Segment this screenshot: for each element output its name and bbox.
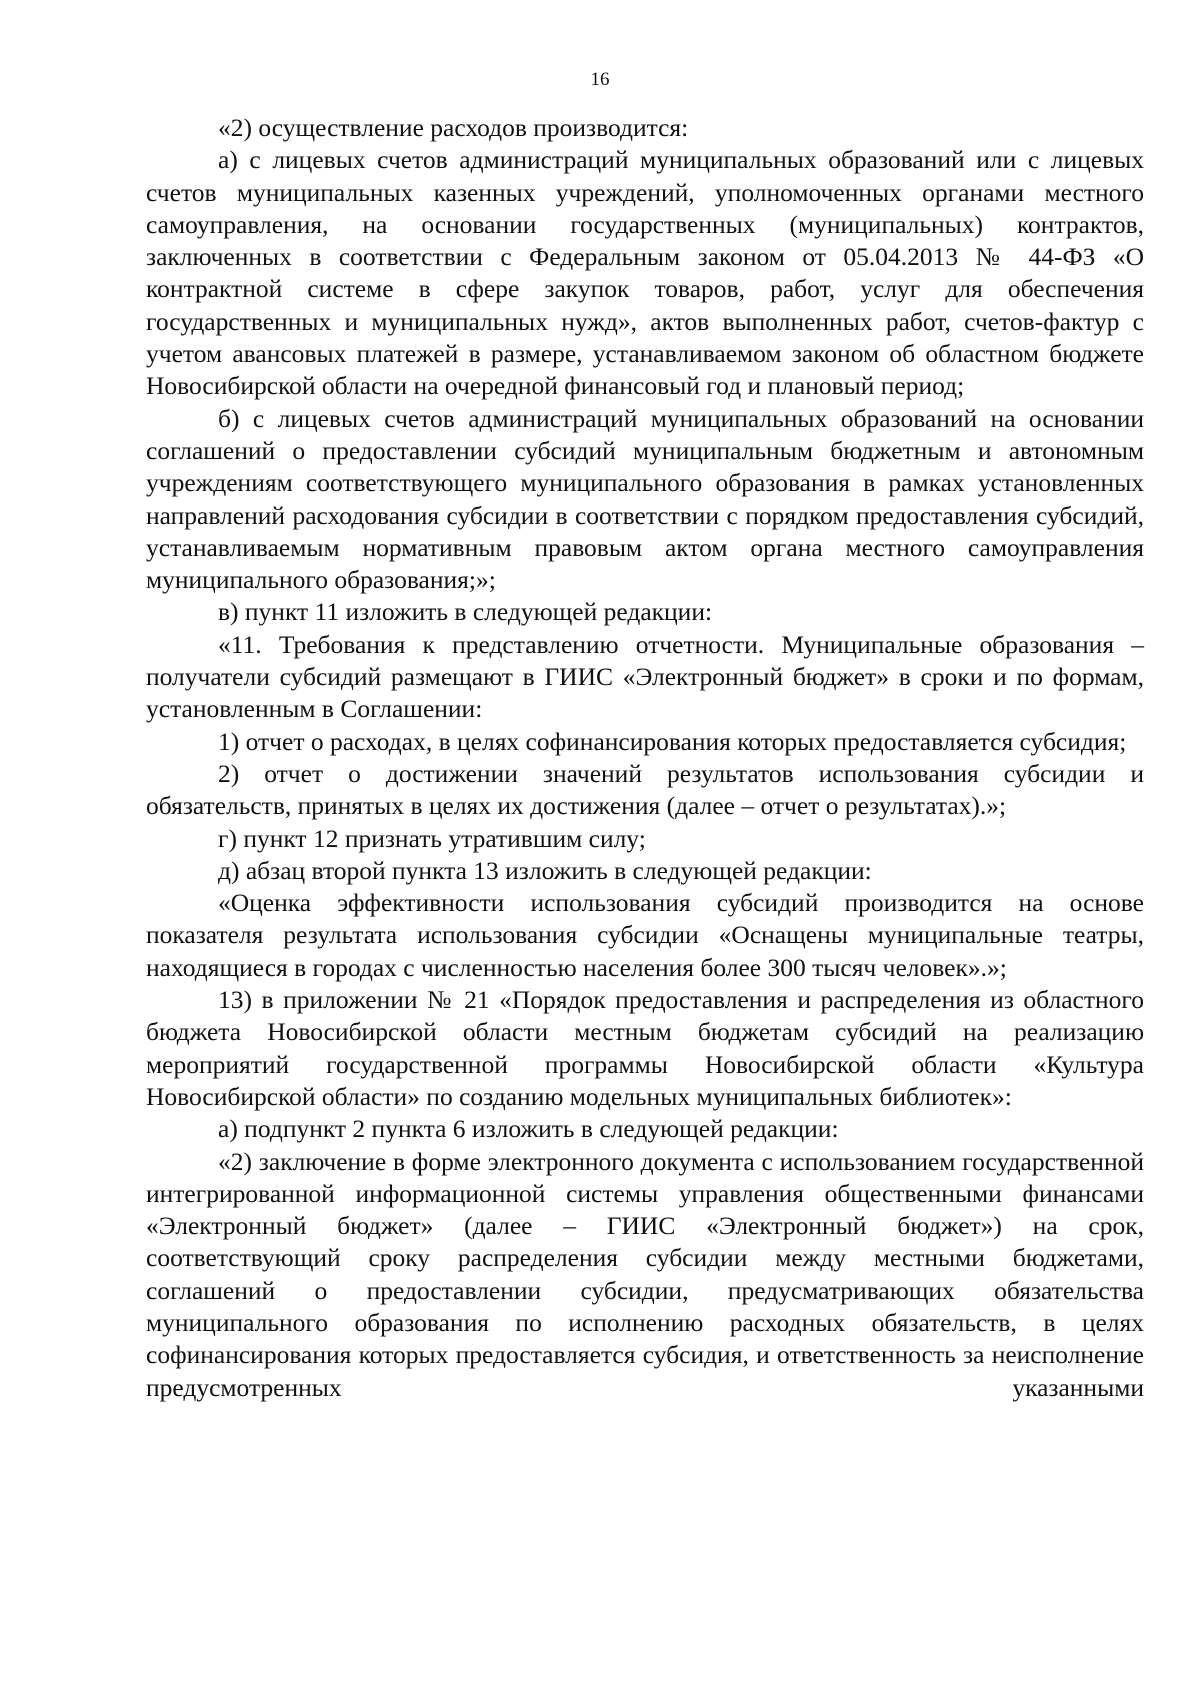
document-body [146,112,1144,1404]
paragraph-item-v-point-11: в) пункт 11 изложить в следующей редакции: [218,597,713,627]
paragraph-subpoint-2-point-6: а) подпункт 2 пункта 6 изложить в следующей редакции: [218,1114,839,1144]
paragraph-item-g-point-12: г) пункт 12 признать утратившим силу; [218,823,646,853]
paragraph-report-results: 2) отчет о достижении значений результатов использования субсидии и обязательств, принятых в целях их достижения (далее – отчет о результатах).»; [146,758,1144,821]
paragraph-item-b-accounts: б) с лицевых счетов администраций муниципальных образований на основании соглашений о предоставлении субсидий муниципальным бюджетным и автономным учреждениям соответствующего муниципального образования в рамках установленных направлений расходования субсидии в соответствии с порядком предоставления субсидий, устанавливаемым нормативным правовым актом органа местного самоуправления муниципального образования;»; [146,403,1144,595]
page-number: 16 [590,69,610,90]
paragraph-item-a-accounts: а) с лицевых счетов администраций муниципальных образований или с лицевых счетов муниципальных казенных учреждений, уполномоченных органами местного самоуправления, на основании государственных (муниципальных) контрактов, заключенных в соответствии с Федеральным законом от 05.04.2013 № 44-ФЗ «О контрактной системе в сфере закупок товаров, работ, услуг для обеспечения государственных и муниципальных нужд», актов выполненных работ, счетов-фактур с учетом авансовых платежей в размере, устанавливаемом законом об областном бюджете Новосибирской области на очередной финансовый год и плановый период; [146,145,1144,401]
paragraph-efficiency-assessment: «Оценка эффективности использования субсидий производится на основе показателя результата использования субсидии «Оснащены муниципальные театры, находящиеся в городах с численностью населения более 300 тысяч человек».»; [146,888,1144,982]
paragraph-point-11-requirements: «11. Требования к представлению отчетности. Муниципальные образования – получатели субсидий размещают в ГИИС «Электронный бюджет» в сроки и по формам, установленным в Соглашении: [146,629,1144,724]
paragraph-electronic-agreement: «2) заключение в форме электронного документа с использованием государственной интегрированной информационной системы управления общественными финансами «Электронный бюджет» (далее – ГИИС «Электронный бюджет») на срок, соответствующий сроку распределения субсидии между местными бюджетами, соглашений о предоставлении субсидии, предусматривающих обязательства муниципального образования по исполнению расходных обязательств, в целях софинансирования которых предоставляется субсидия, и ответственность за неисполнение предусмотренных указанными [146,1146,1144,1402]
paragraph-appendix-21: 13) в приложении № 21 «Порядок предоставления и распределения из областного бюджета Новосибирской области местным бюджетам субсидий на реализацию мероприятий государственной программы Новосибирской области «Культура Новосибирской области» по созданию модельных муниципальных библиотек»: [146,985,1144,1111]
paragraph-report-expenses: 1) отчет о расходах, в целях софинансирования которых предоставляется субсидия; [218,726,1127,756]
paragraph-item-d-point-13: д) абзац второй пункта 13 изложить в следующей редакции: [218,855,872,885]
paragraph-expenses-intro: «2) осуществление расходов производится: [218,113,689,142]
